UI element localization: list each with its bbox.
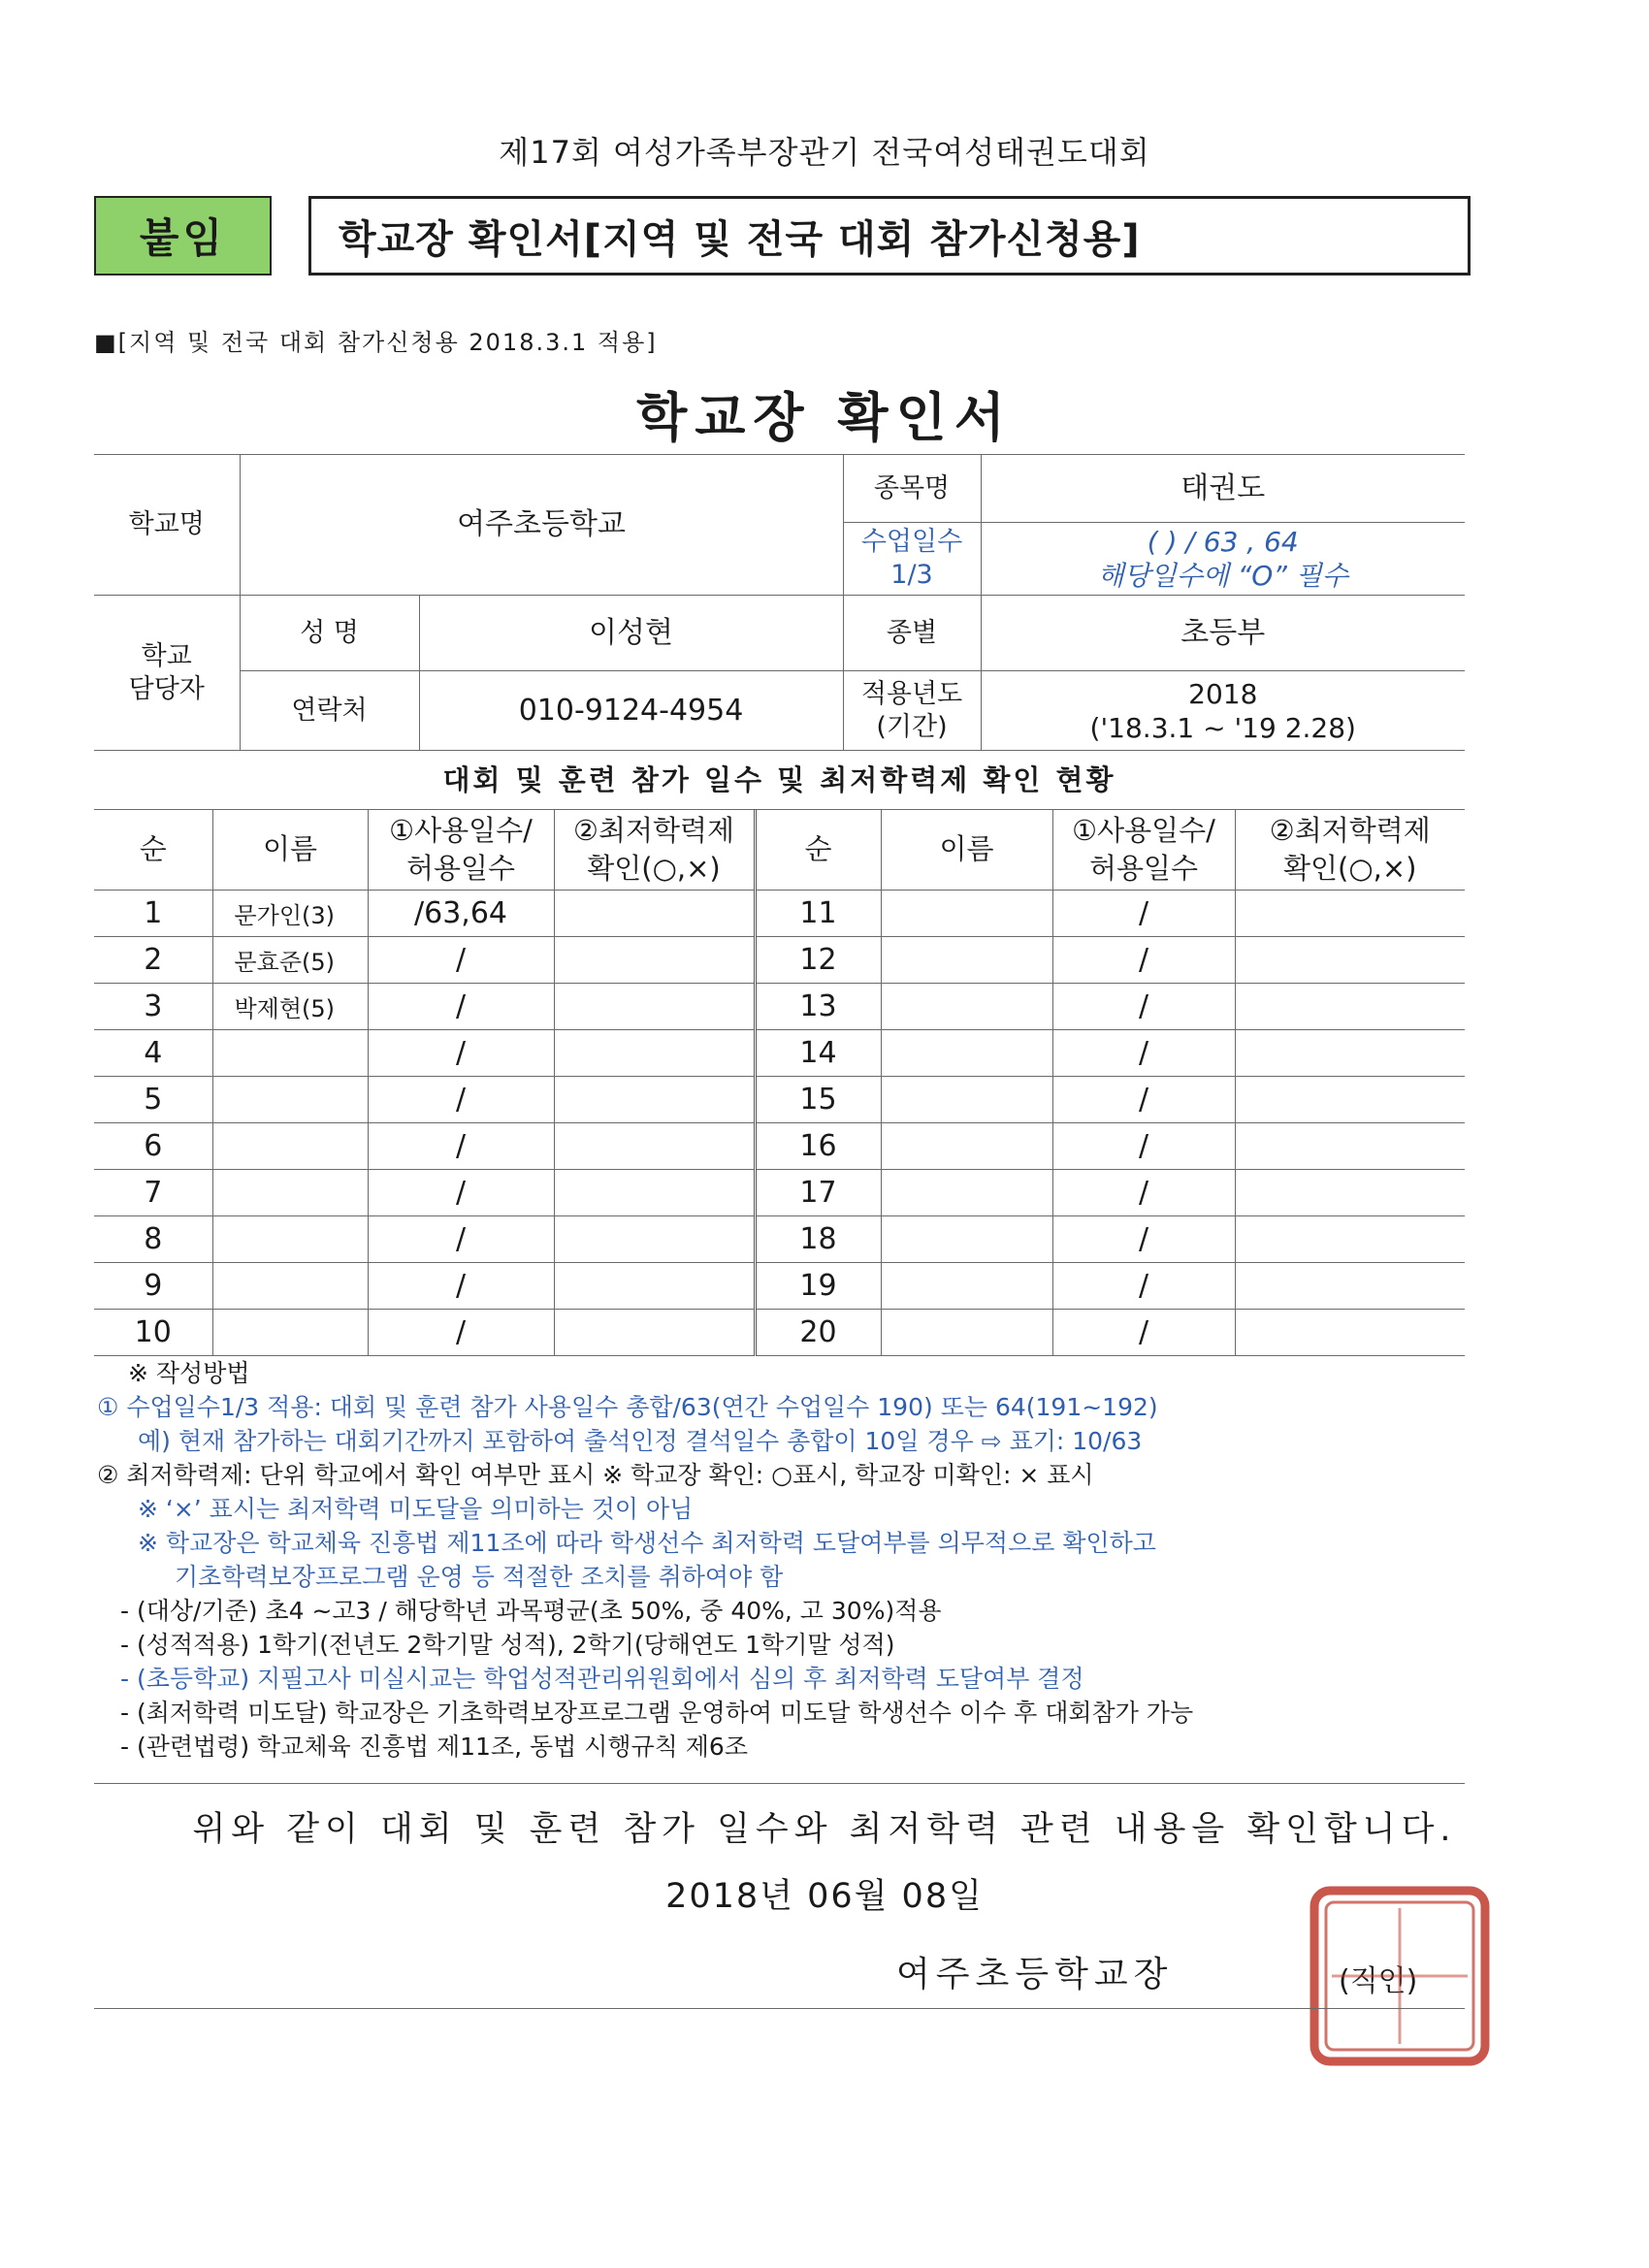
row-ratio: / xyxy=(368,1077,554,1123)
row-name xyxy=(881,1030,1052,1077)
row-name xyxy=(212,1030,368,1077)
seal-placeholder: (직인) xyxy=(1339,1964,1418,1998)
header-days-line2: 허용일수 xyxy=(1088,852,1199,885)
table-row xyxy=(94,1123,1465,1170)
row-ratio: / xyxy=(368,1216,554,1263)
row-ratio: / xyxy=(368,1123,554,1170)
header-days xyxy=(368,810,554,891)
row-name xyxy=(881,937,1052,984)
row-no: 20 xyxy=(755,1310,881,1356)
row-check xyxy=(554,1310,755,1356)
row-name xyxy=(212,1170,368,1216)
row-check xyxy=(1235,984,1465,1030)
instruction-line: 예) 현재 참가하는 대회기간까지 포함하여 출석인정 결석일수 총합이 10일 경우 ⇨ 표기: 10/63 xyxy=(138,1427,1143,1455)
row-check xyxy=(1235,1077,1465,1123)
row-ratio: / xyxy=(368,984,554,1030)
header-days-line1: ①사용일수/ xyxy=(1072,813,1215,847)
table-row xyxy=(94,1170,1465,1216)
row-name xyxy=(212,1310,368,1356)
class-days-label-line1: 수업일수 xyxy=(860,527,963,558)
school-name-label: 학교명 xyxy=(94,455,240,596)
row-check xyxy=(1235,891,1465,937)
row-no: 11 xyxy=(755,891,881,937)
confirmation-date: 2018년 06월 08일 xyxy=(665,1877,984,1916)
school-name-value: 여주초등학교 xyxy=(240,455,843,596)
instruction-line: - (최저학력 미도달) 학교장은 기초학력보장프로그램 운영하여 미도달 학생선수 이수 후 대회참가 가능 xyxy=(120,1699,1194,1727)
row-name: 문가인(3) xyxy=(212,891,368,937)
row-no: 5 xyxy=(94,1077,212,1123)
row-name xyxy=(881,1170,1052,1216)
header-days-line2: 허용일수 xyxy=(405,852,516,885)
row-ratio: / xyxy=(1052,1077,1235,1123)
instruction-line: 기초학력보장프로그램 운영 등 적절한 조치를 취하여야 함 xyxy=(175,1563,784,1591)
row-no: 17 xyxy=(755,1170,881,1216)
row-check xyxy=(1235,1216,1465,1263)
row-no: 19 xyxy=(755,1263,881,1310)
row-check xyxy=(554,1077,755,1123)
row-name xyxy=(881,1310,1052,1356)
instructions-title: ※ 작성방법 xyxy=(128,1359,250,1387)
table-row xyxy=(94,891,1465,937)
row-check xyxy=(1235,1030,1465,1077)
contact-label-line2: 담당자 xyxy=(128,673,205,704)
row-ratio: / xyxy=(1052,984,1235,1030)
class-days-label xyxy=(843,523,981,596)
year-label-line2: (기간) xyxy=(876,711,948,742)
row-no: 2 xyxy=(94,937,212,984)
class-days-value-line2: 해당일수에 “O” 필수 xyxy=(1097,560,1348,592)
row-name xyxy=(212,1263,368,1310)
row-no: 10 xyxy=(94,1310,212,1356)
row-name: 문효준(5) xyxy=(212,937,368,984)
official-seal-icon xyxy=(1309,1885,1491,2067)
header-days-line1: ①사용일수/ xyxy=(389,813,533,847)
instruction-line: ※ ‘×’ 표시는 최저학력 미도달을 의미하는 것이 아님 xyxy=(138,1495,694,1523)
row-no: 8 xyxy=(94,1216,212,1263)
row-no: 14 xyxy=(755,1030,881,1077)
row-check xyxy=(554,1263,755,1310)
row-no: 18 xyxy=(755,1216,881,1263)
instruction-line: - (대상/기준) 초4 ~고3 / 해당학년 과목평균(초 50%, 중 40%, 고 30%)적용 xyxy=(120,1597,942,1625)
row-ratio: / xyxy=(1052,1123,1235,1170)
table-row xyxy=(94,937,1465,984)
table-row xyxy=(94,1077,1465,1123)
row-no: 4 xyxy=(94,1030,212,1077)
row-check xyxy=(1235,1310,1465,1356)
header-check xyxy=(1235,810,1465,891)
table-row xyxy=(94,1263,1465,1310)
row-ratio: / xyxy=(1052,1310,1235,1356)
year-value-line1: 2018 xyxy=(1188,677,1258,710)
row-check xyxy=(1235,1263,1465,1310)
row-check xyxy=(1235,1170,1465,1216)
header-check-line2: 확인(○,×) xyxy=(1283,852,1417,885)
row-no: 9 xyxy=(94,1263,212,1310)
year-label-line1: 적용년도 xyxy=(860,678,963,709)
divider xyxy=(94,2008,1465,2009)
row-check xyxy=(554,1030,755,1077)
person-name-value: 이성현 xyxy=(419,596,843,671)
header-no: 순 xyxy=(94,810,212,891)
form-title: 학교장 확인서[지역 및 전국 대회 참가신청용] xyxy=(308,196,1471,275)
table-row xyxy=(94,1030,1465,1077)
apply-note: ■[지역 및 전국 대회 참가신청용 2018.3.1 적용] xyxy=(94,329,658,356)
row-no: 13 xyxy=(755,984,881,1030)
sport-value: 태권도 xyxy=(981,455,1465,523)
row-name xyxy=(212,1123,368,1170)
row-name xyxy=(881,891,1052,937)
row-no: 7 xyxy=(94,1170,212,1216)
participation-table xyxy=(94,809,1465,1356)
header-days xyxy=(1052,810,1235,891)
year-label xyxy=(843,671,981,751)
contact-label xyxy=(94,596,240,751)
year-value-line2: ('18.3.1 ~ '19 2.28) xyxy=(1089,711,1356,744)
row-check xyxy=(554,1216,755,1263)
row-ratio: / xyxy=(368,1310,554,1356)
header-check xyxy=(554,810,755,891)
instruction-line: - (초등학교) 지필고사 미실시교는 학업성적관리위원회에서 심의 후 최저학력 도달여부 결정 xyxy=(120,1665,1084,1693)
row-ratio: / xyxy=(368,937,554,984)
row-no: 15 xyxy=(755,1077,881,1123)
row-ratio: / xyxy=(1052,1170,1235,1216)
row-check xyxy=(554,984,755,1030)
instruction-line: ※ 학교장은 학교체육 진흥법 제11조에 따라 학생선수 최저학력 도달여부를 의무적으로 확인하고 xyxy=(138,1529,1156,1557)
row-no: 12 xyxy=(755,937,881,984)
class-days-value xyxy=(981,523,1465,596)
table-row xyxy=(94,1216,1465,1263)
person-name-label: 성 명 xyxy=(240,596,419,671)
row-ratio: / xyxy=(368,1263,554,1310)
confirmation-text: 위와 같이 대회 및 훈련 참가 일수와 최저학력 관련 내용을 확인합니다. xyxy=(192,1810,1457,1849)
year-value xyxy=(981,671,1465,751)
row-ratio: / xyxy=(1052,1216,1235,1263)
row-name xyxy=(881,1077,1052,1123)
table-row xyxy=(94,1310,1465,1356)
row-check xyxy=(1235,937,1465,984)
division-value: 초등부 xyxy=(981,596,1465,671)
document-title: 학교장 확인서 xyxy=(636,387,1013,448)
table-row xyxy=(94,984,1465,1030)
row-check xyxy=(554,937,755,984)
row-ratio: / xyxy=(368,1030,554,1077)
row-name: 박제현(5) xyxy=(212,984,368,1030)
section-title: 대회 및 훈련 참가 일수 및 최저학력제 확인 현황 xyxy=(94,751,1465,810)
sport-label: 종목명 xyxy=(843,455,981,523)
row-name xyxy=(212,1077,368,1123)
instruction-line: - (성적적용) 1학기(전년도 2학기말 성적), 2학기(당해연도 1학기말 성적) xyxy=(120,1631,895,1659)
header-no: 순 xyxy=(755,810,881,891)
row-ratio: / xyxy=(368,1170,554,1216)
row-check xyxy=(554,891,755,937)
row-check xyxy=(554,1123,755,1170)
row-check xyxy=(554,1170,755,1216)
division-label: 종별 xyxy=(843,596,981,671)
header-check-line1: ②최저학력제 xyxy=(572,813,735,847)
row-name xyxy=(212,1216,368,1263)
row-name xyxy=(881,1263,1052,1310)
divider xyxy=(94,1783,1465,1784)
row-no: 3 xyxy=(94,984,212,1030)
instructions xyxy=(97,1356,1474,1764)
instruction-line: - (관련법령) 학교체육 진흥법 제11조, 동법 시행규칙 제6조 xyxy=(120,1733,748,1761)
row-ratio: / xyxy=(1052,937,1235,984)
row-no: 1 xyxy=(94,891,212,937)
row-name xyxy=(881,1123,1052,1170)
row-ratio: / xyxy=(1052,891,1235,937)
row-ratio: / xyxy=(1052,1030,1235,1077)
row-ratio: / xyxy=(1052,1263,1235,1310)
class-days-label-line2: 1/3 xyxy=(890,560,933,590)
row-check xyxy=(1235,1123,1465,1170)
class-days-value-line1: ( ) / 63 , 64 xyxy=(1147,526,1299,558)
attachment-badge: 붙임 xyxy=(94,196,272,275)
row-name xyxy=(881,1216,1052,1263)
row-ratio: /63,64 xyxy=(368,891,554,937)
header-check-line1: ②최저학력제 xyxy=(1269,813,1431,847)
header-name: 이름 xyxy=(881,810,1052,891)
header-name: 이름 xyxy=(212,810,368,891)
row-name xyxy=(881,984,1052,1030)
principal-name: 여주초등학교장 xyxy=(896,1955,1174,1994)
phone-label: 연락처 xyxy=(240,671,419,751)
event-title: 제17회 여성가족부장관기 전국여성태권도대회 xyxy=(499,134,1150,171)
phone-value: 010-9124-4954 xyxy=(419,671,843,751)
instruction-line: ② 최저학력제: 단위 학교에서 확인 여부만 표시 ※ 학교장 확인: ○표시, 학교장 미확인: × 표시 xyxy=(97,1461,1094,1489)
header-check-line2: 확인(○,×) xyxy=(587,852,721,885)
school-info-table xyxy=(94,454,1465,810)
contact-label-line1: 학교 xyxy=(141,640,192,671)
row-no: 6 xyxy=(94,1123,212,1170)
row-no: 16 xyxy=(755,1123,881,1170)
instruction-line: ① 수업일수1/3 적용: 대회 및 훈련 참가 사용일수 총합/63(연간 수업일수 190) 또는 64(191~192) xyxy=(97,1393,1158,1421)
